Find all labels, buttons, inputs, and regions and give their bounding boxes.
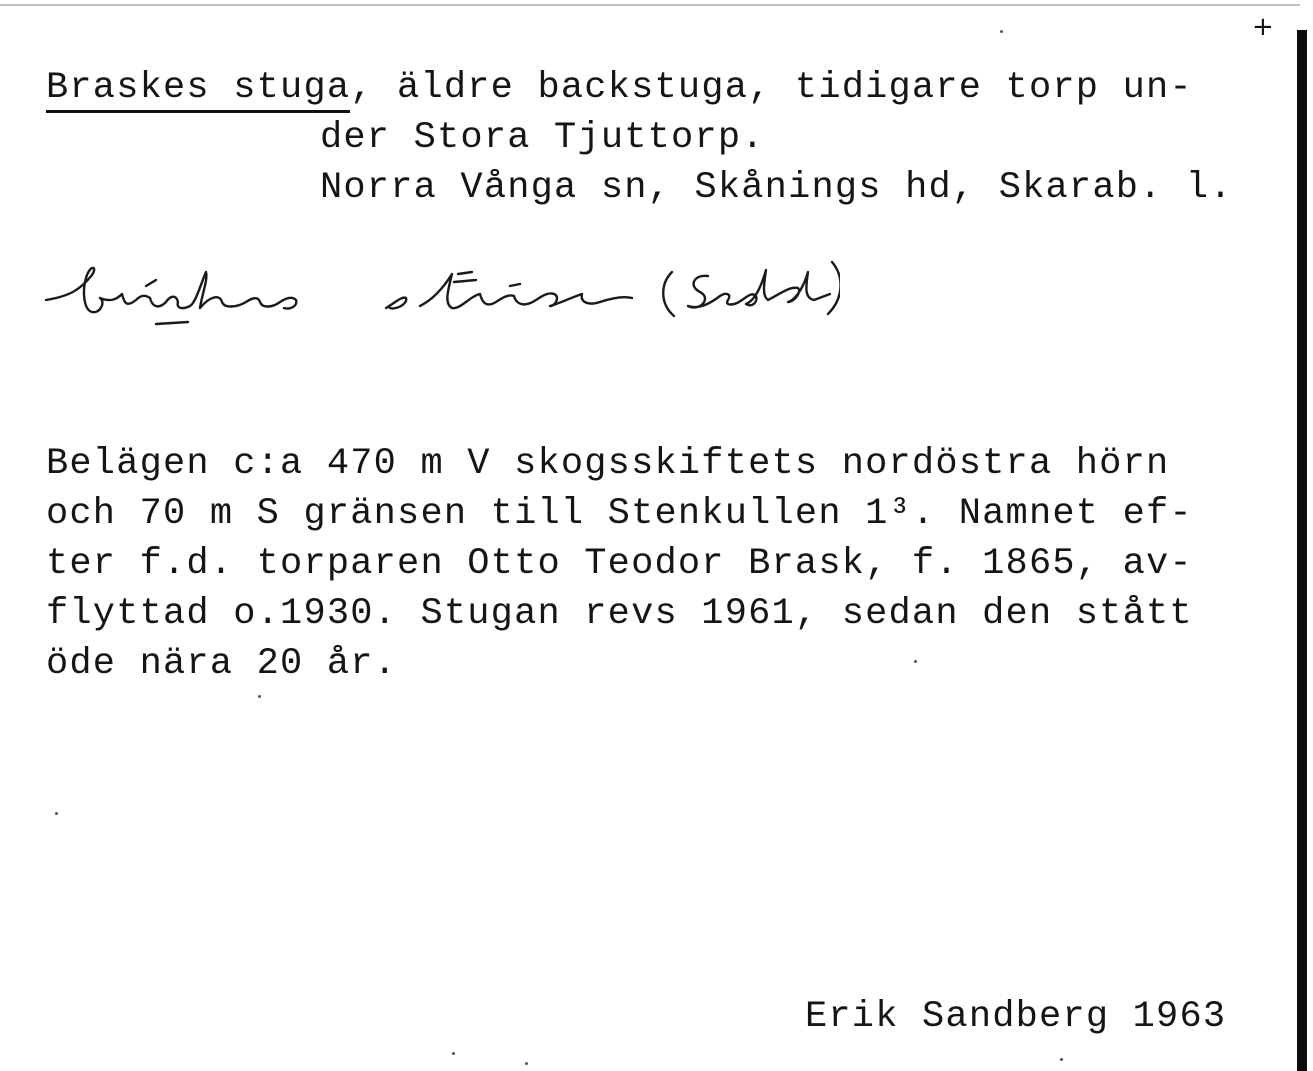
scan-speck bbox=[914, 660, 917, 663]
scan-speck bbox=[258, 695, 261, 698]
heading-line-1 bbox=[46, 63, 1193, 113]
scan-speck bbox=[1060, 1058, 1063, 1061]
body-line-4: flyttad o.1930. Stugan revs 1961, sedan den stått bbox=[46, 593, 1193, 635]
body-line-3: ter f.d. torparen Otto Teodor Brask, f. 1865, av- bbox=[46, 543, 1193, 585]
heading-description: , äldre backstuga, tidigare torp un- bbox=[350, 67, 1193, 109]
heading-line-3-location: Norra Vånga sn, Skånings hd, Skarab. l. bbox=[320, 167, 1233, 209]
scan-speck bbox=[525, 1062, 528, 1065]
scan-speck bbox=[452, 1052, 455, 1055]
place-name-title: Braskes stuga bbox=[46, 67, 350, 113]
body-line-5: öde nära 20 år. bbox=[46, 643, 398, 685]
handwritten-pronunciation bbox=[40, 250, 840, 340]
heading-line-2: der Stora Tjuttorp. bbox=[320, 117, 765, 159]
scan-speck bbox=[55, 812, 58, 815]
body-line-1: Belägen c:a 470 m V skogsskiftets nordöstra hörn bbox=[46, 443, 1170, 485]
body-line-2: och 70 m S gränsen till Stenkullen 1³. Namnet ef- bbox=[46, 493, 1193, 535]
scan-speck bbox=[1000, 30, 1003, 33]
card-right-edge bbox=[1297, 30, 1307, 1071]
card-top-edge bbox=[0, 4, 1300, 6]
signature: Erik Sandberg 1963 bbox=[805, 996, 1227, 1038]
corner-mark: + bbox=[1252, 12, 1274, 42]
